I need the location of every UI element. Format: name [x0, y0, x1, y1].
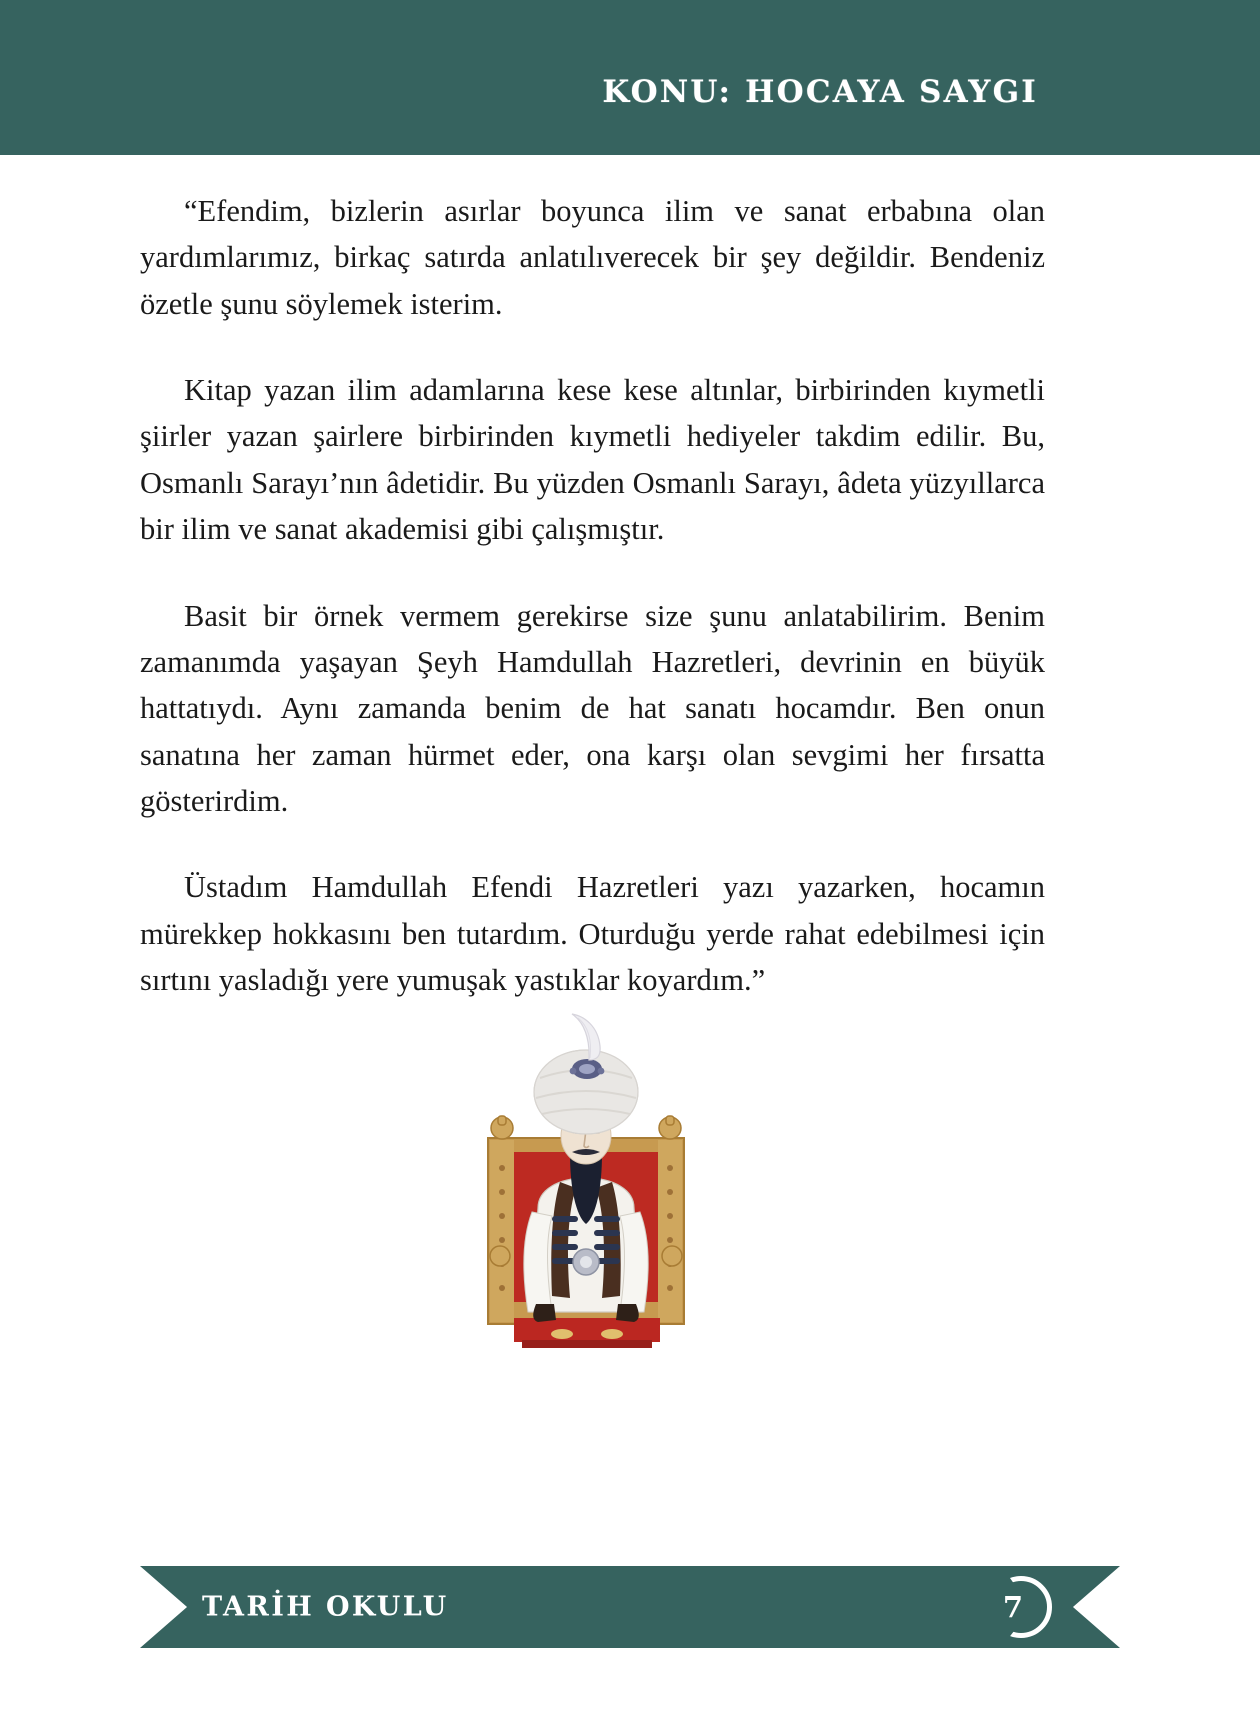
page-header-title: KONU: HOCAYA SAYGI	[602, 74, 1038, 110]
article-body	[140, 188, 1045, 1003]
paragraph: “Efendim, bizlerin asırlar boyunca ilim ve sanat erbabına olan yardımlarımız, birkaç satırda anlatılıverecek bir şey değildir. Bendeniz özetle şunu söylemek isterim.	[140, 194, 1045, 321]
footer-series-label: TARİH OKULU	[202, 1591, 449, 1623]
page-number-value: 7	[1002, 1590, 1024, 1624]
page-header-bar	[0, 0, 1260, 155]
paragraph: Kitap yazan ilim adamlarına kese kese altınlar, birbirinden kıymetli şiirler yazan şairlere birbirinden kıymetli hediyeler takdim edilir. Bu, Osmanlı Sarayı’nın âdetidir. Bu yüzden Osmanlı Sarayı, âdeta yüzyıllarca bir ilim ve sanat akademisi gibi çalışmıştır.	[140, 373, 1045, 547]
page-footer-banner	[140, 1566, 1120, 1648]
page-number-badge	[990, 1576, 1052, 1638]
paragraph: Basit bir örnek vermem gerekirse size şunu anlatabilirim. Benim zamanımda yaşayan Şeyh Hamdullah Hazretleri, devrinin en büyük hattatıydı. Aynı zamanda benim de hat sanatı hocamdır. Ben onun sanatına her zaman hürmet eder, ona karşı olan sevgimi her fırsatta gösterirdim.	[140, 598, 1045, 818]
ottoman-sultan-illustration	[466, 1012, 706, 1362]
paragraph: Üstadım Hamdullah Efendi Hazretleri yazı yazarken, hocamın mürekkep hokkasını ben tutardım. Oturduğu yerde rahat edebilmesi için sırtını yasladığı yere yumuşak yastıklar koyardım.”	[140, 870, 1045, 998]
